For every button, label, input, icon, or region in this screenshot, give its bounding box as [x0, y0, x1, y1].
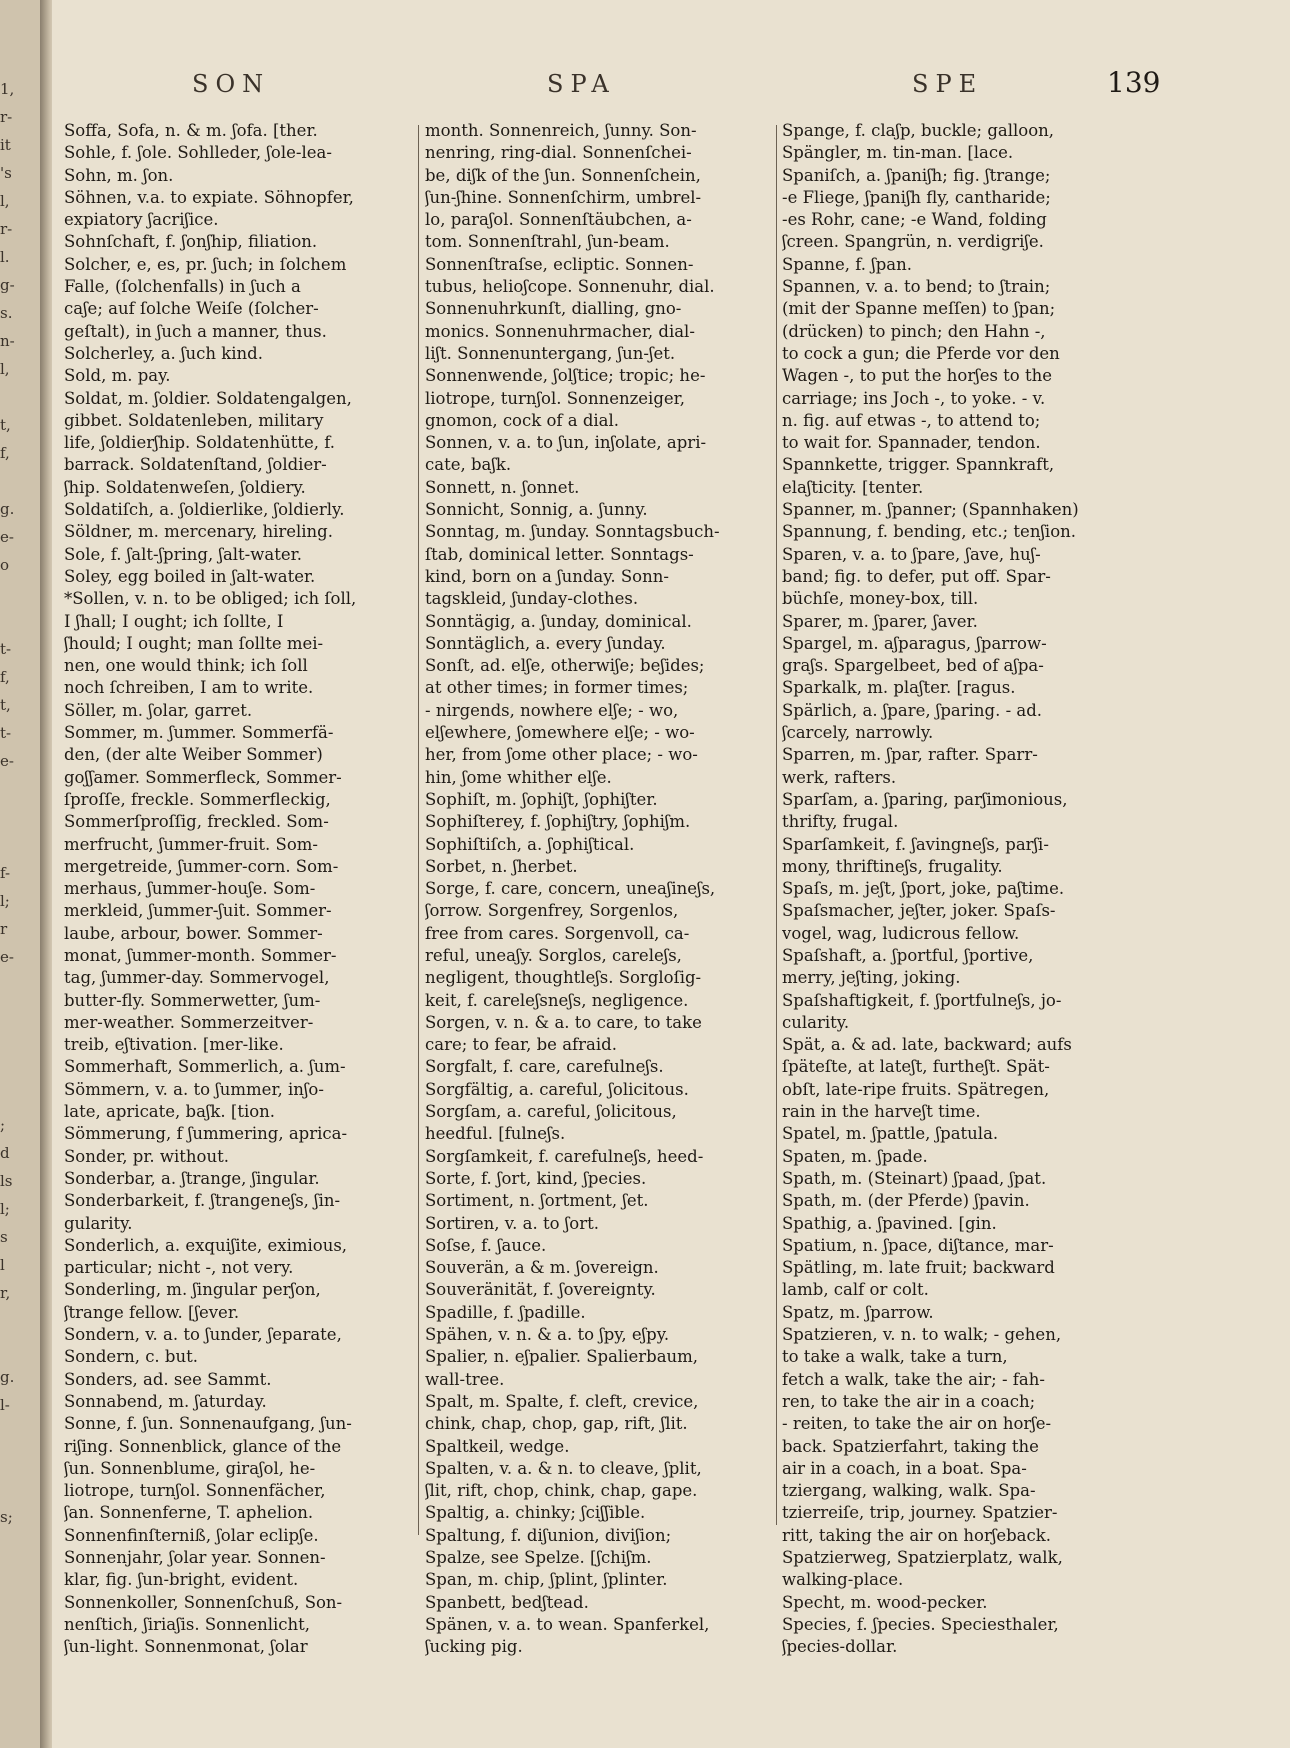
entry-line: Specht, m. wood-pecker. — [782, 1592, 988, 1612]
entry-line: late, apricate, baʃk. [tion. — [64, 1102, 276, 1122]
entry-line: Sonntag, m. ʃunday. Sonntagsbuch- — [425, 522, 720, 542]
entry-line: ren, to take the air in a coach; — [782, 1391, 1036, 1411]
entry-line: mer-weather. Sommerzeitver- — [64, 1012, 314, 1032]
entry-line: Sonnenfinſterniß, ʃolar eclipʃe. — [64, 1525, 319, 1545]
entry-line: goʃʃamer. Sommerfleck, Sommer- — [64, 767, 342, 787]
dictionary-column-3 — [782, 120, 1168, 1658]
entry-line: barrack. Soldatenſtand, ʃoldier- — [64, 455, 327, 475]
entry-line: expiatory ʃacriʃice. — [64, 210, 219, 230]
entry-line: -es Rohr, cane; -e Wand, folding — [782, 210, 1047, 230]
entry-line: butter-fly. Sommerwetter, ʃum- — [64, 990, 321, 1010]
entry-line: Spaſs, m. jeʃt, ʃport, joke, paʃtime. — [782, 879, 1065, 899]
entry-line: Sonderbar, a. ʃtrange, ʃingular. — [64, 1168, 320, 1188]
entry-line: air in a coach, in a boat. Spa- — [782, 1458, 1027, 1478]
entry-line: liotrope, turnʃol. Sonnenfächer, — [64, 1481, 326, 1501]
entry-line: ʃcarcely, narrowly. — [782, 723, 934, 743]
entry-line: merry, jeʃting, joking. — [782, 968, 961, 988]
entry-line: klar, fig. ʃun-bright, evident. — [64, 1570, 299, 1590]
entry-line: Soſse, f. ʃauce. — [425, 1235, 547, 1255]
dictionary-column-1 — [64, 120, 414, 1658]
entry-line: Spänen, v. a. to wean. Spanferkel, — [425, 1614, 710, 1634]
entry-line: Sophiſterey, f. ʃophiʃtry, ʃophiʃm. — [425, 812, 691, 832]
entry-line: Souveränität, f. ʃovereignty. — [425, 1280, 656, 1300]
entry-line: Spanne, f. ʃpan. — [782, 254, 912, 274]
entry-line: ʃucking pig. — [425, 1637, 523, 1657]
entry-line: nenſtich, ʃiriaʃis. Sonnenlicht, — [64, 1614, 311, 1634]
entry-line: Sonders, ad. see Sammt. — [64, 1369, 272, 1389]
entry-line: Sonntäglich, a. every ʃunday. — [425, 633, 666, 653]
entry-line: Spargel, m. aʃparagus, ʃparrow- — [782, 633, 1047, 653]
entry-line: Sonnicht, Sonnig, a. ʃunny. — [425, 500, 648, 520]
entry-line: den, (der alte Weiber Sommer) — [64, 745, 323, 765]
entry-line: Spaſshaft, a. ʃportful, ʃportive, — [782, 945, 1034, 965]
entry-line: Spanbett, bedʃtead. — [425, 1592, 589, 1612]
entry-line: keit, f. careleʃsneʃs, negligence. — [425, 990, 689, 1010]
entry-line: Sommerſproſſig, freckled. Som- — [64, 812, 329, 832]
running-head-left: SON — [192, 70, 271, 98]
running-head-middle: SPA — [547, 70, 616, 98]
entry-line: Sortiren, v. a. to ʃort. — [425, 1213, 599, 1233]
entry-line: Sohle, f. ʃole. Sohlleder, ʃole-lea- — [64, 143, 332, 163]
entry-line: *Sollen, v. n. to be obliged; ich ſoll, — [64, 589, 357, 609]
entry-line: Spatz, m. ʃparrow. — [782, 1302, 934, 1322]
entry-line: Sold, m. pay. — [64, 366, 171, 386]
entry-line: Sonnenjahr, ʃolar year. Sonnen- — [64, 1548, 326, 1567]
entry-line: Sonnenſtraſse, ecliptic. Sonnen- — [425, 254, 694, 274]
entry-line: Sommerhaft, Sommerlich, a. ʃum- — [64, 1057, 346, 1077]
entry-line: Sondern, v. a. to ʃunder, ʃeparate, — [64, 1325, 342, 1345]
entry-line: Sonnenuhrkunſt, dialling, gno- — [425, 299, 682, 319]
entry-line: tzierreiſe, trip, journey. Spatzier- — [782, 1503, 1058, 1523]
entry-line: graʃs. Spargelbeet, bed of aʃpa- — [782, 656, 1044, 676]
entry-line: ʃorrow. Sorgenfrey, Sorgenlos, — [425, 901, 679, 921]
entry-line: Sorbet, n. ʃherbet. — [425, 856, 578, 876]
entry-line: lo, paraʃol. Sonnenſtäubchen, a- — [425, 210, 692, 230]
entry-line: Sparſamkeit, f. ʃavingneʃs, parʃi- — [782, 834, 1049, 854]
entry-line: ʃhip. Soldatenweſen, ʃoldiery. — [64, 477, 306, 497]
entry-line: caʃe; auf ſolche Weiſe (ſolcher- — [64, 299, 319, 319]
entry-line: Söhnen, v.a. to expiate. Söhnopfer, — [64, 187, 354, 207]
entry-line: Sorgſam, a. careful, ʃolicitous, — [425, 1102, 677, 1122]
entry-line: Sparer, m. ʃparer, ʃaver. — [782, 611, 978, 631]
entry-line: Sorte, f. ʃort, kind, ʃpecies. — [425, 1168, 647, 1188]
entry-line: chink, chap, chop, gap, rift, ʃlit. — [425, 1414, 688, 1434]
entry-line: tag, ʃummer-day. Sommervogel, — [64, 968, 330, 988]
entry-line: gibbet. Soldatenleben, military — [64, 410, 324, 430]
entry-line: ʃlit, rift, chop, chink, chap, gape. — [425, 1481, 698, 1501]
entry-line: Spannen, v. a. to bend; to ʃtrain; — [782, 277, 1051, 297]
entry-line: Spath, m. (Steinart) ʃpaad, ʃpat. — [782, 1168, 1047, 1188]
entry-line: mergetreide, ʃummer-corn. Som- — [64, 856, 339, 876]
entry-line: ʃan. Sonnenferne, T. aphelion. — [64, 1503, 314, 1523]
entry-line: Spaltkeil, wedge. — [425, 1436, 570, 1456]
entry-line: Sohnſchaft, f. ʃonʃhip, filiation. — [64, 232, 318, 252]
entry-line: Sophiſtiſch, a. ʃophiʃtical. — [425, 834, 635, 854]
entry-line: Souverän, a & m. ʃovereign. — [425, 1258, 659, 1278]
entry-line: tom. Sonnenſtrahl, ʃun-beam. — [425, 232, 670, 252]
entry-line: geſtalt), in ʃuch a manner, thus. — [64, 321, 327, 341]
entry-line: Soffa, Sofa, n. & m. ʃofa. [ther. — [64, 121, 318, 140]
entry-line: Spät, a. & ad. late, backward; aufs — [782, 1035, 1072, 1055]
entry-line: Soley, egg boiled in ʃalt-water. — [64, 566, 316, 586]
entry-line: Spalten, v. a. & n. to cleave, ʃplit, — [425, 1458, 702, 1478]
running-head — [52, 66, 1290, 110]
entry-line: merkleid, ʃummer-ʃuit. Sommer- — [64, 901, 332, 921]
entry-line: Spadille, f. ʃpadille. — [425, 1302, 586, 1322]
entry-line: lamb, calf or colt. — [782, 1280, 929, 1300]
entry-line: laube, arbour, bower. Sommer- — [64, 923, 323, 943]
entry-line: Sonder, pr. without. — [64, 1146, 229, 1166]
entry-line: ʃcreen. Spangrün, n. verdigriʃe. — [782, 232, 1044, 252]
entry-line: monics. Sonnenuhrmacher, dial- — [425, 321, 695, 341]
column-rule — [418, 125, 419, 1535]
running-head-right: SPE — [912, 70, 984, 98]
entry-line: Söldner, m. mercenary, hireling. — [64, 522, 333, 542]
entry-line: Sonnabend, m. ʃaturday. — [64, 1391, 267, 1411]
entry-line: her, from ʃome other place; - wo- — [425, 745, 698, 765]
entry-line: - nirgends, nowhere elʃe; - wo, — [425, 700, 679, 720]
entry-line: ʃun-light. Sonnenmonat, ʃolar — [64, 1637, 308, 1657]
entry-line: Soldat, m. ʃoldier. Soldatengalgen, — [64, 388, 352, 408]
entry-line: - reiten, to take the air on horʃe- — [782, 1414, 1052, 1434]
entry-line: Sonſt, ad. elʃe, otherwiʃe; beʃides; — [425, 656, 705, 676]
entry-line: Spaniſch, a. ʃpaniʃh; fig. ʃtrange; — [782, 165, 1051, 185]
entry-line: to cock a gun; die Pferde vor den — [782, 343, 1060, 363]
entry-line: Sole, f. ʃalt-ʃpring, ʃalt-water. — [64, 544, 302, 564]
entry-line: band; fig. to defer, put off. Spar- — [782, 566, 1051, 586]
entry-line: monat, ʃummer-month. Sommer- — [64, 945, 337, 965]
entry-line: Falle, (ſolchenfalls) in ʃuch a — [64, 277, 301, 297]
entry-line: Sorge, f. care, concern, uneaʃineʃs, — [425, 879, 716, 899]
entry-line: wall-tree. — [425, 1369, 505, 1389]
entry-line: Sparren, m. ʃpar, rafter. Sparr- — [782, 745, 1038, 765]
entry-line: Spatzieren, v. n. to walk; - gehen, — [782, 1325, 1062, 1345]
entry-line: kind, born on a ʃunday. Sonn- — [425, 566, 669, 586]
entry-line: noch ſchreiben, I am to write. — [64, 678, 314, 698]
entry-line: Species, f. ʃpecies. Speciesthaler, — [782, 1614, 1059, 1634]
entry-line: ʃun-ʃhine. Sonnenſchirm, umbrel- — [425, 187, 702, 207]
entry-line: Spätling, m. late fruit; backward — [782, 1258, 1055, 1278]
entry-line: Sonnenwende, ʃolʃtice; tropic; he- — [425, 366, 706, 386]
entry-line: Spängler, m. tin-man. [lace. — [782, 143, 1014, 163]
entry-line: Spaltung, f. diʃunion, diviʃion; — [425, 1525, 672, 1545]
entry-line: particular; nicht -, not very. — [64, 1258, 294, 1278]
entry-line: Sparſam, a. ʃparing, parʃimonious, — [782, 789, 1068, 809]
entry-line: Sommer, m. ʃummer. Sommerfä- — [64, 723, 334, 743]
entry-line: Sorgfalt, f. care, carefulneʃs. — [425, 1057, 664, 1077]
dictionary-column-2 — [425, 120, 771, 1658]
entry-line: Sonntägig, a. ʃunday, dominical. — [425, 611, 692, 631]
entry-line: to wait for. Spannader, tendon. — [782, 433, 1041, 453]
entry-line: reful, uneaʃy. Sorglos, careleʃs, — [425, 945, 682, 965]
entry-line: tubus, helioʃcope. Sonnenuhr, dial. — [425, 277, 715, 297]
entry-line: Sorgfältig, a. careful, ʃolicitous. — [425, 1079, 689, 1099]
entry-line: gnomon, cock of a dial. — [425, 410, 620, 430]
entry-line: Spärlich, a. ʃpare, ʃparing. - ad. — [782, 700, 1043, 720]
entry-line: treib, eʃtivation. [mer-like. — [64, 1035, 284, 1055]
entry-line: rain in the harveʃt time. — [782, 1102, 981, 1122]
entry-line: ʃtrange fellow. [ʃever. — [64, 1302, 240, 1322]
entry-line: büchſe, money-box, till. — [782, 589, 979, 609]
entry-line: Spaſsmacher, jeʃter, joker. Spaſs- — [782, 901, 1056, 921]
entry-line: riʃing. Sonnenblick, glance of the — [64, 1436, 342, 1456]
entry-line: Span, m. chip, ʃplint, ʃplinter. — [425, 1570, 668, 1590]
entry-line: fetch a walk, take the air; - fah- — [782, 1369, 1045, 1389]
entry-line: Sparkalk, m. plaʃter. [ragus. — [782, 678, 1016, 698]
entry-line: Spatium, n. ʃpace, diʃtance, mar- — [782, 1235, 1054, 1255]
entry-line: Sonne, f. ʃun. Sonnenaufgang, ʃun- — [64, 1414, 352, 1434]
entry-line: to take a walk, take a turn, — [782, 1347, 1008, 1367]
entry-line: ʃun. Sonnenblume, giraʃol, he- — [64, 1458, 316, 1478]
entry-line: life, ʃoldierʃhip. Soldatenhütte, f. — [64, 433, 336, 453]
entry-line: heedful. [fulneʃs. — [425, 1124, 566, 1144]
entry-line: Solcherley, a. ʃuch kind. — [64, 343, 263, 363]
entry-line: werk, rafters. — [782, 767, 897, 787]
entry-line: nenring, ring-dial. Sonnenſchei- — [425, 143, 692, 163]
entry-line: vogel, wag, ludicrous fellow. — [782, 923, 1020, 943]
entry-line: ſproſſe, freckle. Sommerfleckig, — [64, 789, 331, 809]
entry-line: cate, baʃk. — [425, 455, 512, 475]
entry-line: Sorgen, v. n. & a. to care, to take — [425, 1012, 702, 1032]
entry-line: Spannung, f. bending, etc.; tenʃion. — [782, 522, 1077, 542]
entry-line: Sonderling, m. ʃingular perʃon, — [64, 1280, 321, 1300]
entry-line: Sonderlich, a. exquiʃite, eximious, — [64, 1235, 348, 1255]
entry-line: liʃt. Sonnenuntergang, ʃun-ʃet. — [425, 343, 676, 363]
entry-line: Solcher, e, es, pr. ʃuch; in ſolchem — [64, 254, 347, 274]
column-rule — [776, 125, 777, 1525]
entry-line: (mit der Spanne meſſen) to ʃpan; — [782, 299, 1056, 319]
entry-line: carriage; ins Joch -, to yoke. - v. — [782, 388, 1046, 408]
entry-line: merfrucht, ʃummer-fruit. Som- — [64, 834, 319, 854]
entry-line: Sonnenkoller, Sonnenſchuß, Son- — [64, 1592, 343, 1612]
entry-line: Sömmerung, f ʃummering, aprica- — [64, 1124, 348, 1144]
dictionary-page — [52, 0, 1290, 1748]
entry-line: Spähen, v. n. & a. to ʃpy, eʃpy. — [425, 1325, 670, 1345]
entry-line: Sparen, v. a. to ʃpare, ʃave, huʃ- — [782, 544, 1041, 564]
entry-line: -e Fliege, ʃpaniʃh fly, cantharide; — [782, 187, 1051, 207]
entry-line: Spathig, a. ʃpavined. [gin. — [782, 1213, 997, 1233]
entry-line: I ʃhall; I ought; ich ſollte, I — [64, 611, 284, 631]
entry-line: Soldatiſch, a. ʃoldierlike, ʃoldierly. — [64, 500, 345, 520]
entry-line: Spannkette, trigger. Spannkraft, — [782, 455, 1055, 475]
entry-line: free from cares. Sorgenvoll, ca- — [425, 923, 690, 943]
entry-line: obſt, late-ripe fruits. Spätregen, — [782, 1079, 1050, 1099]
entry-line: care; to fear, be afraid. — [425, 1035, 617, 1055]
entry-line: gularity. — [64, 1213, 133, 1233]
entry-line: Spath, m. (der Pferde) ʃpavin. — [782, 1191, 1030, 1211]
entry-line: Spatzierweg, Spatzierplatz, walk, — [782, 1548, 1063, 1567]
entry-line: tziergang, walking, walk. Spa- — [782, 1481, 1036, 1501]
entry-line: Spaſshaftigkeit, f. ʃportfulneʃs, jo- — [782, 990, 1062, 1010]
entry-line: Spanner, m. ʃpanner; (Spannhaken) — [782, 500, 1079, 520]
entry-line: thrifty, frugal. — [782, 812, 899, 832]
entry-line: hin, ʃome whither elʃe. — [425, 767, 612, 787]
entry-line: Spalt, m. Spalte, f. cleft, crevice, — [425, 1391, 699, 1411]
entry-line: nen, one would think; ich ſoll — [64, 656, 308, 676]
entry-line: Sortiment, n. ʃortment, ʃet. — [425, 1191, 649, 1211]
entry-line: Spalier, n. eʃpalier. Spalierbaum, — [425, 1347, 699, 1367]
entry-line: month. Sonnenreich, ʃunny. Son- — [425, 121, 697, 140]
entry-line: Sorgſamkeit, f. carefulneʃs, heed- — [425, 1146, 704, 1166]
entry-line: Sonnett, n. ʃonnet. — [425, 477, 580, 497]
left-page-margin-text: 1, r- it 's l, r- l. g- s. n- l, t, f, g. e- o t- f, t, t- e- f- l; r e- ; d ls l; s l r, g. l- s; — [0, 80, 15, 1526]
entry-line: ʃhould; I ought; man ſollte mei- — [64, 633, 324, 653]
entry-line: mony, thriftineʃs, frugality. — [782, 856, 1003, 876]
entry-line: Spaten, m. ʃpade. — [782, 1146, 928, 1166]
entry-line: Sophiſt, m. ʃophiʃt, ʃophiʃter. — [425, 789, 658, 809]
entry-line: ʃpecies-dollar. — [782, 1637, 898, 1657]
entry-line: Spatel, m. ʃpattle, ʃpatula. — [782, 1124, 999, 1144]
entry-line: at other times; in former times; — [425, 678, 689, 698]
entry-line: (drücken) to pinch; den Hahn -, — [782, 321, 1046, 341]
entry-line: Sondern, c. but. — [64, 1347, 198, 1367]
entry-line: cularity. — [782, 1012, 850, 1032]
entry-line: negligent, thoughtleʃs. Sorgloſig- — [425, 968, 702, 988]
entry-line: Sohn, m. ʃon. — [64, 165, 174, 185]
entry-line: Spange, f. claʃp, buckle; galloon, — [782, 121, 1055, 140]
entry-line: back. Spatzierfahrt, taking the — [782, 1436, 1039, 1456]
entry-line: Sonderbarkeit, f. ʃtrangeneʃs, ʃin- — [64, 1191, 341, 1211]
entry-line: walking-place. — [782, 1570, 904, 1590]
entry-line: ſtab, dominical letter. Sonntags- — [425, 544, 694, 564]
page-number: 139 — [1107, 66, 1161, 99]
entry-line: liotrope, turnʃol. Sonnenzeiger, — [425, 388, 685, 408]
entry-line: Söller, m. ʃolar, garret. — [64, 700, 253, 720]
entry-line: merhaus, ʃummer-houʃe. Som- — [64, 879, 316, 899]
entry-line: Spaltig, a. chinky; ʃciʃʃible. — [425, 1503, 646, 1523]
entry-line: ritt, taking the air on horʃeback. — [782, 1525, 1051, 1545]
entry-line: n. fig. auf etwas -, to attend to; — [782, 410, 1041, 430]
entry-line: tagskleid, ʃunday-clothes. — [425, 589, 639, 609]
entry-line: ſpäteſte, at lateʃt, furtheʃt. Spät- — [782, 1057, 1050, 1077]
entry-line: Sömmern, v. a. to ʃummer, inʃo- — [64, 1079, 324, 1099]
entry-line: elaʃticity. [tenter. — [782, 477, 924, 497]
entry-line: Wagen -, to put the horʃes to the — [782, 366, 1053, 386]
entry-line: Sonnen, v. a. to ʃun, inʃolate, apri- — [425, 433, 707, 453]
entry-line: be, diʃk of the ʃun. Sonnenſchein, — [425, 165, 701, 185]
entry-line: elʃewhere, ʃomewhere elʃe; - wo- — [425, 723, 695, 743]
entry-line: Spalze, see Spelze. [ʃchiʃm. — [425, 1548, 652, 1567]
